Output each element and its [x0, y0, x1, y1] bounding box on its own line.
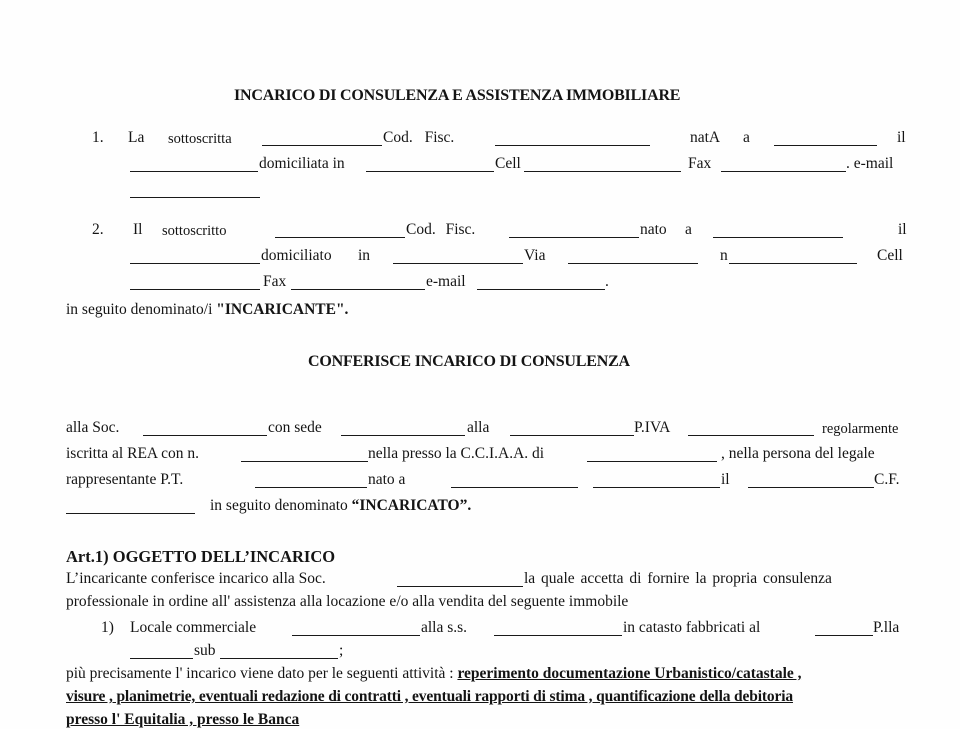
- company-rep-extra-field[interactable]: [593, 487, 720, 488]
- party-2-cod-fisc-label: Cod. Fisc.: [406, 221, 476, 238]
- party-1-birthplace-field[interactable]: [774, 145, 877, 146]
- party-2-end: .: [605, 273, 609, 290]
- company-piva-label: P.IVA: [634, 419, 671, 436]
- party-2-cell-field[interactable]: [130, 289, 260, 290]
- incaricante-line: [66, 301, 348, 319]
- party-1-la: La: [128, 129, 145, 146]
- company-il-label: il: [721, 471, 730, 488]
- company-alla-soc: alla Soc.: [66, 419, 120, 436]
- activities-text-3: presso l' Equitalia , presso le Banca: [66, 711, 300, 728]
- party-1-cod-fisc-field[interactable]: [495, 145, 650, 146]
- party-2-birthdate-field[interactable]: [130, 263, 260, 264]
- party-1-cod-fisc-label: Cod. Fisc.: [383, 129, 455, 146]
- property-item-number: 1): [101, 619, 114, 636]
- company-piva-field[interactable]: [688, 435, 814, 436]
- party-1-domiciliata-label: domiciliata in: [259, 155, 345, 172]
- party-2-email-label: e-mail: [426, 273, 466, 290]
- party-2-via-field[interactable]: [568, 263, 698, 264]
- company-rep-cf-field[interactable]: [66, 513, 195, 514]
- article-1-line1-b: la quale accetta di fornire la propria consulenza: [524, 570, 832, 587]
- article-1-line2: professionale in ordine all' assistenza alla locazione e/o alla vendita del seguente immobile: [66, 593, 629, 610]
- party-1-name-field[interactable]: [262, 145, 382, 146]
- party-2-nato-label: nato: [640, 221, 667, 238]
- party-1-fax-field[interactable]: [721, 171, 846, 172]
- incaricato-prefix: in seguito denominato: [210, 497, 352, 514]
- party-2-fax-label: Fax: [263, 273, 287, 290]
- property-sub-label: sub: [194, 642, 216, 659]
- party-1-sottoscritta: sottoscritta: [168, 131, 232, 147]
- document-title: INCARICO DI CONSULENZA E ASSISTENZA IMMOBILIARE: [234, 87, 681, 104]
- party-2-number: 2.: [92, 221, 104, 238]
- property-sub-field[interactable]: [220, 658, 338, 659]
- company-nato-label: nato a: [368, 471, 406, 488]
- party-1-il-label: il: [897, 129, 906, 146]
- party-1-fax-label: Fax: [688, 155, 712, 172]
- company-cciaa-label: nella presso la C.C.I.A.A. di: [368, 445, 545, 462]
- party-2-cell-label: Cell: [877, 247, 903, 264]
- company-rep-birthplace-field[interactable]: [451, 487, 578, 488]
- party-1-address-field[interactable]: [366, 171, 494, 172]
- activities-prefix: più precisamente l' incarico viene dato per le seguenti attività :: [66, 665, 458, 682]
- party-2-email-field[interactable]: [477, 289, 605, 290]
- company-rea-field[interactable]: [241, 461, 368, 462]
- article-1-heading: Art.1) OGGETTO DELL’INCARICO: [66, 547, 336, 566]
- property-alla-ss-label: alla s.s.: [421, 619, 468, 636]
- property-catasto-label: in catasto fabbricati al: [623, 619, 761, 636]
- property-plla-field[interactable]: [130, 658, 193, 659]
- party-1-birthdate-field[interactable]: [130, 171, 258, 172]
- party-2-via-label: Via: [524, 247, 546, 264]
- party-2-il-label: il: [898, 221, 907, 238]
- company-cf-label: C.F.: [874, 471, 900, 488]
- party-2-a-label: a: [685, 221, 692, 238]
- party-2-in-label: in: [358, 247, 371, 264]
- company-rea-label: iscritta al REA con n.: [66, 445, 200, 462]
- company-address-field[interactable]: [510, 435, 634, 436]
- party-2-fax-field[interactable]: [291, 289, 425, 290]
- party-2-domiciliato-label: domiciliato: [261, 247, 332, 264]
- company-rappresentante-label: rappresentante P.T.: [66, 471, 184, 488]
- company-rep-birthdate-field[interactable]: [748, 487, 874, 488]
- party-2-n-label: n: [720, 247, 728, 264]
- property-plla-label: P.lla: [873, 619, 900, 636]
- company-alla: alla: [467, 419, 490, 436]
- activities-text-1: reperimento documentazione Urbanistico/catastale ,: [457, 665, 802, 682]
- party-2-il-word: Il: [133, 221, 143, 238]
- property-locale-label: Locale commerciale: [130, 619, 257, 636]
- party-2-birthplace-field[interactable]: [713, 237, 843, 238]
- party-2-city-field[interactable]: [393, 263, 523, 264]
- party-1-a-label: a: [743, 129, 750, 146]
- incaricante-label: "INCARICANTE".: [216, 301, 349, 318]
- activities-line-1: [66, 665, 802, 683]
- company-cciaa-field[interactable]: [587, 461, 717, 462]
- property-locale-field[interactable]: [292, 635, 420, 636]
- party-1-cell-label: Cell: [495, 155, 521, 172]
- party-1-email-field[interactable]: [130, 197, 260, 198]
- property-catasto-field[interactable]: [815, 635, 873, 636]
- company-seat-field[interactable]: [341, 435, 465, 436]
- party-1-cell-field[interactable]: [524, 171, 681, 172]
- company-persona-label: , nella persona del legale: [721, 445, 875, 462]
- incaricato-label: “INCARICATO”.: [351, 497, 472, 514]
- party-2-cod-fisc-field[interactable]: [509, 237, 639, 238]
- section-subtitle: CONFERISCE INCARICO DI CONSULENZA: [308, 353, 630, 370]
- party-2-sottoscritto: sottoscritto: [162, 223, 227, 239]
- incaricato-line: [210, 497, 471, 515]
- party-1-email-label: . e-mail: [846, 155, 894, 172]
- party-1-nata-label: natA: [690, 129, 721, 146]
- company-name-field[interactable]: [143, 435, 267, 436]
- property-end: ;: [339, 642, 344, 659]
- party-2-number-field[interactable]: [729, 263, 857, 264]
- activities-text-2: visure , planimetrie, eventuali redazione di contratti , eventuali rapporti di stima , quantificazione della debitoria: [66, 688, 793, 705]
- article-1-company-field[interactable]: [397, 586, 523, 587]
- company-con-sede: con sede: [268, 419, 322, 436]
- property-ss-field[interactable]: [494, 635, 622, 636]
- article-1-line1-a: L’incaricante conferisce incarico alla Soc.: [66, 570, 326, 587]
- company-regolarmente: regolarmente: [822, 421, 899, 437]
- party-2-name-field[interactable]: [275, 237, 405, 238]
- company-rep-name-field[interactable]: [255, 487, 367, 488]
- incaricante-prefix: in seguito denominato/i: [66, 301, 217, 318]
- party-1-number: 1.: [92, 129, 104, 146]
